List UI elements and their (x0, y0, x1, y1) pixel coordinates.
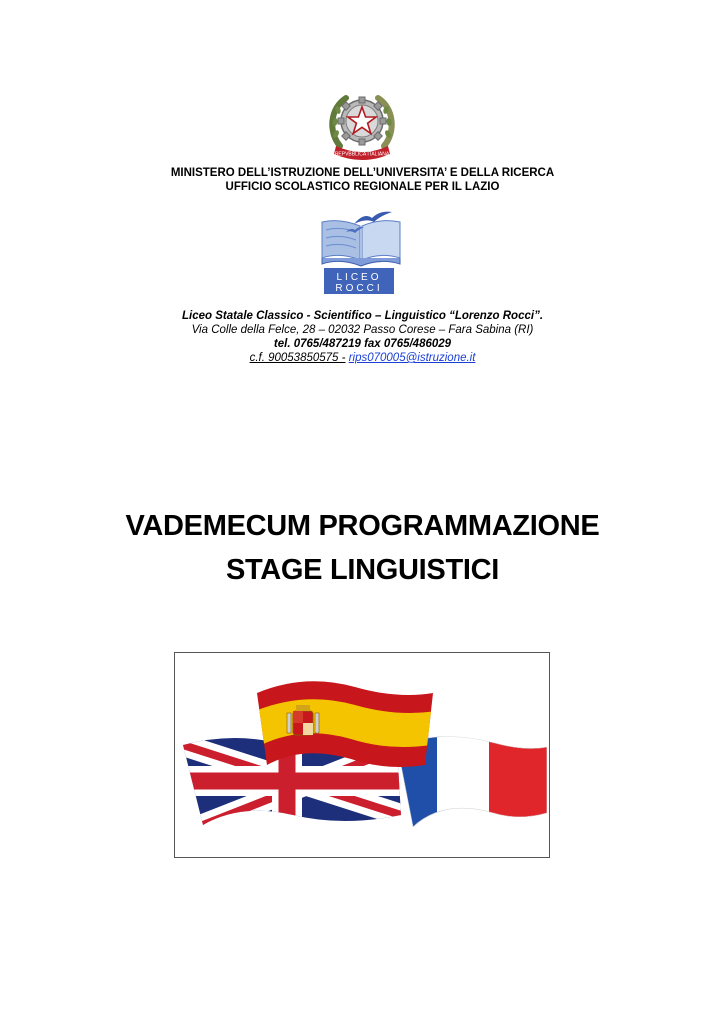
school-fiscal-code: c.f. 90053850575 - (249, 352, 346, 364)
school-phone-fax: tel. 0765/487219 fax 0765/486029 (273, 338, 452, 350)
document-title-line2: STAGE LINGUISTICI (225, 554, 500, 586)
school-address: Via Colle della Felce, 28 – 02032 Passo Corese – Fara Sabina (RI) (191, 324, 534, 336)
language-flags-illustration (174, 652, 550, 858)
logo-text-rocci: ROCCI (335, 283, 383, 294)
regional-office-name: UFFICIO SCOLASTICO REGIONALE PER IL LAZIO (225, 181, 500, 193)
school-name: Liceo Statale Classico - Scientifico – Linguistico “Lorenzo Rocci”. (181, 310, 544, 322)
liceo-rocci-logo-icon (318, 208, 404, 296)
logo-text-liceo: LICEO (336, 272, 382, 283)
ministry-name: MINISTERO DELL’ISTRUZIONE DELL’UNIVERSITA’ E DELLA RICERCA (170, 167, 555, 179)
document-title-line1: VADEMECUM PROGRAMMAZIONE (125, 510, 600, 542)
school-fiscal-email-line (0, 351, 725, 365)
emblem-ribbon-text: REPVBBLICA ITALIANA (334, 151, 390, 158)
italian-republic-emblem-icon (326, 88, 398, 162)
school-email-link[interactable]: rips070005@istruzione.it (348, 352, 476, 364)
